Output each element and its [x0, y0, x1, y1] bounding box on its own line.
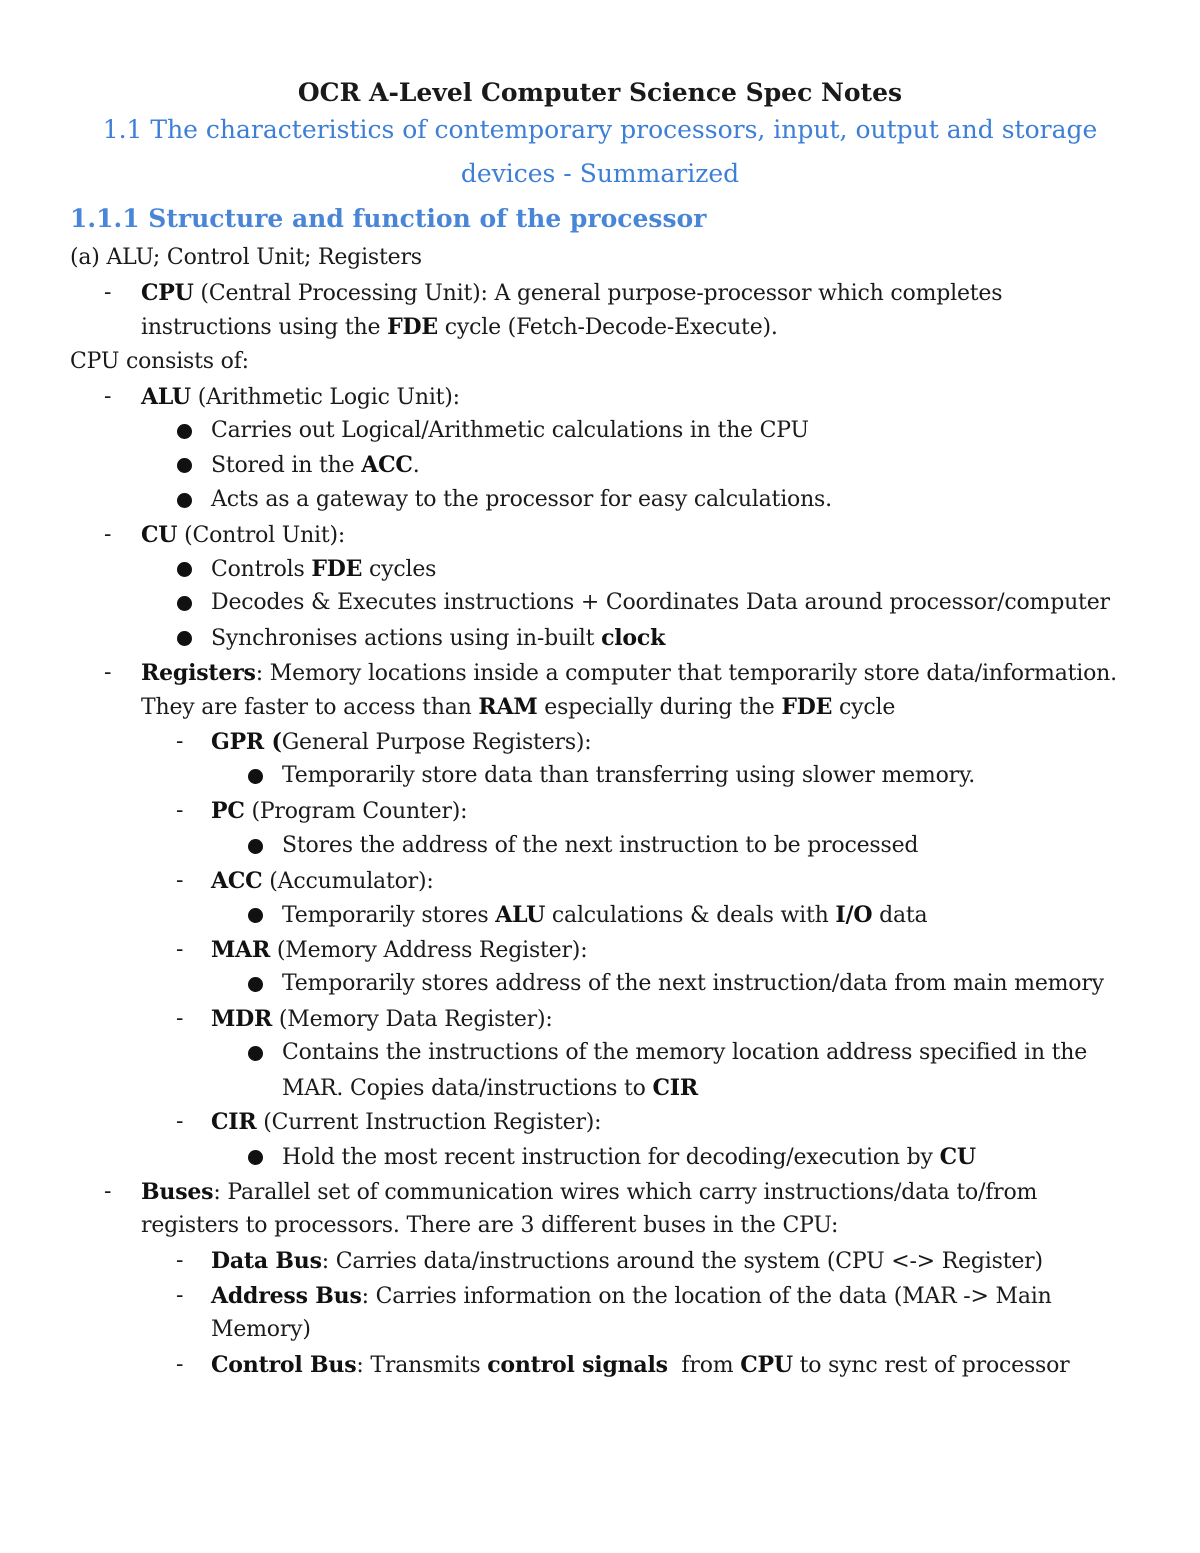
acc-bullet	[282, 900, 927, 931]
dash-marker: -	[104, 384, 112, 409]
alu-bullet-3: Acts as a gateway to the processor for easy calculations.	[211, 487, 832, 512]
text: data	[872, 903, 928, 928]
dash-marker: -	[104, 660, 112, 685]
mar-heading	[211, 935, 587, 966]
text: cycles	[362, 557, 437, 582]
text: (Memory Address Register):	[270, 938, 588, 963]
mar-bullet: Temporarily stores address of the next instruction/data from main memory	[282, 971, 1104, 996]
subtitle-line-1: 1.1 The characteristics of contemporary processors, input, output and storage	[102, 115, 1098, 144]
term-pc: PC	[211, 798, 245, 824]
term-mdr: MDR	[211, 1006, 273, 1032]
text: (Control Unit):	[177, 523, 346, 548]
cu-bullet-3	[211, 623, 665, 654]
cu-heading	[141, 520, 345, 551]
dash-marker: -	[176, 868, 184, 893]
bullet-icon	[248, 1046, 263, 1061]
text: : Parallel set of communication wires which carry instructions/data to/from	[213, 1180, 1038, 1205]
term-registers: Registers	[141, 660, 256, 686]
text: : Carries information on the location of the data (MAR -> Main	[361, 1284, 1052, 1309]
text: : Carries data/instructions around the system (CPU <-> Register)	[321, 1249, 1043, 1274]
text: Controls	[211, 557, 312, 582]
text: Hold the most recent instruction for decoding/execution by	[282, 1145, 940, 1170]
term-buses: Buses	[141, 1179, 214, 1205]
text: from	[667, 1353, 741, 1378]
registers-line-1	[141, 658, 1117, 689]
text: cycle (Fetch-Decode-Execute).	[437, 315, 778, 340]
bullet-icon	[177, 596, 192, 611]
mdr-bullet-line-2	[282, 1073, 698, 1104]
bullet-icon	[177, 493, 192, 508]
text: cycle	[832, 695, 896, 720]
cpu-consists-line: CPU consists of:	[70, 349, 249, 374]
text: Temporarily stores	[282, 903, 496, 928]
registers-line-2	[141, 692, 895, 723]
document-title: OCR A-Level Computer Science Spec Notes	[297, 78, 903, 107]
term-fde: FDE	[781, 694, 833, 720]
control-bus-line	[211, 1350, 1070, 1381]
text: MAR. Copies data/instructions to	[282, 1076, 653, 1101]
pc-bullet: Stores the address of the next instruction to be processed	[282, 833, 919, 858]
dash-marker: -	[104, 522, 112, 547]
mdr-bullet-line-1: Contains the instructions of the memory location address specified in the	[282, 1040, 1088, 1065]
text: : Transmits	[356, 1353, 488, 1378]
subtitle-line-2: devices - Summarized	[460, 159, 740, 188]
text: especially during the	[537, 695, 782, 720]
dash-marker: -	[176, 798, 184, 823]
term-acc: ACC	[211, 868, 263, 894]
text: calculations & deals with	[545, 903, 836, 928]
term-fde: FDE	[311, 556, 363, 582]
topic-line: (a) ALU; Control Unit; Registers	[70, 245, 422, 270]
alu-heading	[141, 382, 460, 413]
address-bus-line-2: Memory)	[211, 1317, 311, 1342]
text: General Purpose Registers):	[281, 730, 592, 755]
text: : Memory locations inside a computer that temporarily store data/information.	[255, 661, 1117, 686]
term-clock: clock	[601, 625, 666, 651]
bullet-icon	[177, 631, 192, 646]
bullet-icon	[248, 769, 263, 784]
cpu-definition-line-2	[141, 312, 778, 343]
dash-marker: -	[176, 1248, 184, 1273]
dash-marker: -	[176, 729, 184, 754]
cpu-definition-line-1	[141, 278, 1002, 309]
dash-marker: -	[176, 937, 184, 962]
text: instructions using the	[141, 315, 388, 340]
term-cir: CIR	[652, 1075, 698, 1101]
term-ram: RAM	[478, 694, 538, 720]
pc-heading	[211, 796, 467, 827]
buses-line-2: registers to processors. There are 3 different buses in the CPU:	[141, 1213, 839, 1238]
dash-marker: -	[176, 1006, 184, 1031]
alu-bullet-2	[211, 450, 420, 481]
mdr-heading	[211, 1004, 553, 1035]
term-gpr: GPR (	[211, 729, 282, 755]
bullet-icon	[177, 562, 192, 577]
gpr-bullet: Temporarily store data than transferring using slower memory.	[282, 763, 976, 788]
text: (Program Counter):	[244, 799, 468, 824]
term-cpu: CPU	[740, 1352, 793, 1378]
bullet-icon	[248, 1150, 263, 1165]
text: to sync rest of processor	[792, 1353, 1070, 1378]
bullet-icon	[248, 839, 263, 854]
term-fde: FDE	[387, 314, 438, 340]
term-cu: CU	[939, 1144, 976, 1170]
cu-bullet-2: Decodes & Executes instructions + Coordinates Data around processor/computer	[211, 590, 1110, 615]
dash-marker: -	[176, 1109, 184, 1134]
alu-bullet-1: Carries out Logical/Arithmetic calculations in the CPU	[211, 418, 809, 443]
buses-line-1	[141, 1177, 1037, 1208]
text: (Current Instruction Register):	[256, 1110, 602, 1135]
text: Synchronises actions using in-built	[211, 626, 602, 651]
gpr-heading	[211, 727, 592, 758]
bullet-icon	[248, 977, 263, 992]
bullet-icon	[177, 424, 192, 439]
data-bus-line	[211, 1246, 1043, 1277]
term-cpu: CPU	[141, 280, 194, 306]
bullet-icon	[177, 458, 192, 473]
cu-bullet-1	[211, 554, 436, 585]
term-acc: ACC	[361, 452, 413, 478]
dash-marker: -	[104, 280, 112, 305]
term-control-signals: control signals	[487, 1352, 668, 1378]
cir-bullet	[282, 1142, 976, 1173]
term-io: I/O	[835, 902, 873, 928]
term-cir: CIR	[211, 1109, 257, 1135]
term-mar: MAR	[211, 937, 271, 963]
term-alu: ALU	[495, 902, 546, 928]
text: (Accumulator):	[262, 869, 434, 894]
text: Stored in the	[211, 453, 362, 478]
dash-marker: -	[176, 1352, 184, 1377]
term-alu: ALU	[141, 384, 191, 410]
text: (Central Processing Unit): A general purpose-processor which completes	[193, 281, 1003, 306]
section-heading: 1.1.1 Structure and function of the processor	[70, 204, 707, 233]
term-cu: CU	[141, 522, 178, 548]
acc-heading	[211, 866, 434, 897]
text: (Memory Data Register):	[272, 1007, 553, 1032]
term-control-bus: Control Bus	[211, 1352, 357, 1378]
text: (Arithmetic Logic Unit):	[190, 385, 460, 410]
term-address-bus: Address Bus	[211, 1283, 362, 1309]
text: They are faster to access than	[141, 695, 479, 720]
text: .	[412, 453, 420, 478]
cir-heading	[211, 1107, 601, 1138]
term-data-bus: Data Bus	[211, 1248, 322, 1274]
dash-marker: -	[104, 1179, 112, 1204]
dash-marker: -	[176, 1283, 184, 1308]
address-bus-line-1	[211, 1281, 1052, 1312]
bullet-icon	[248, 908, 263, 923]
